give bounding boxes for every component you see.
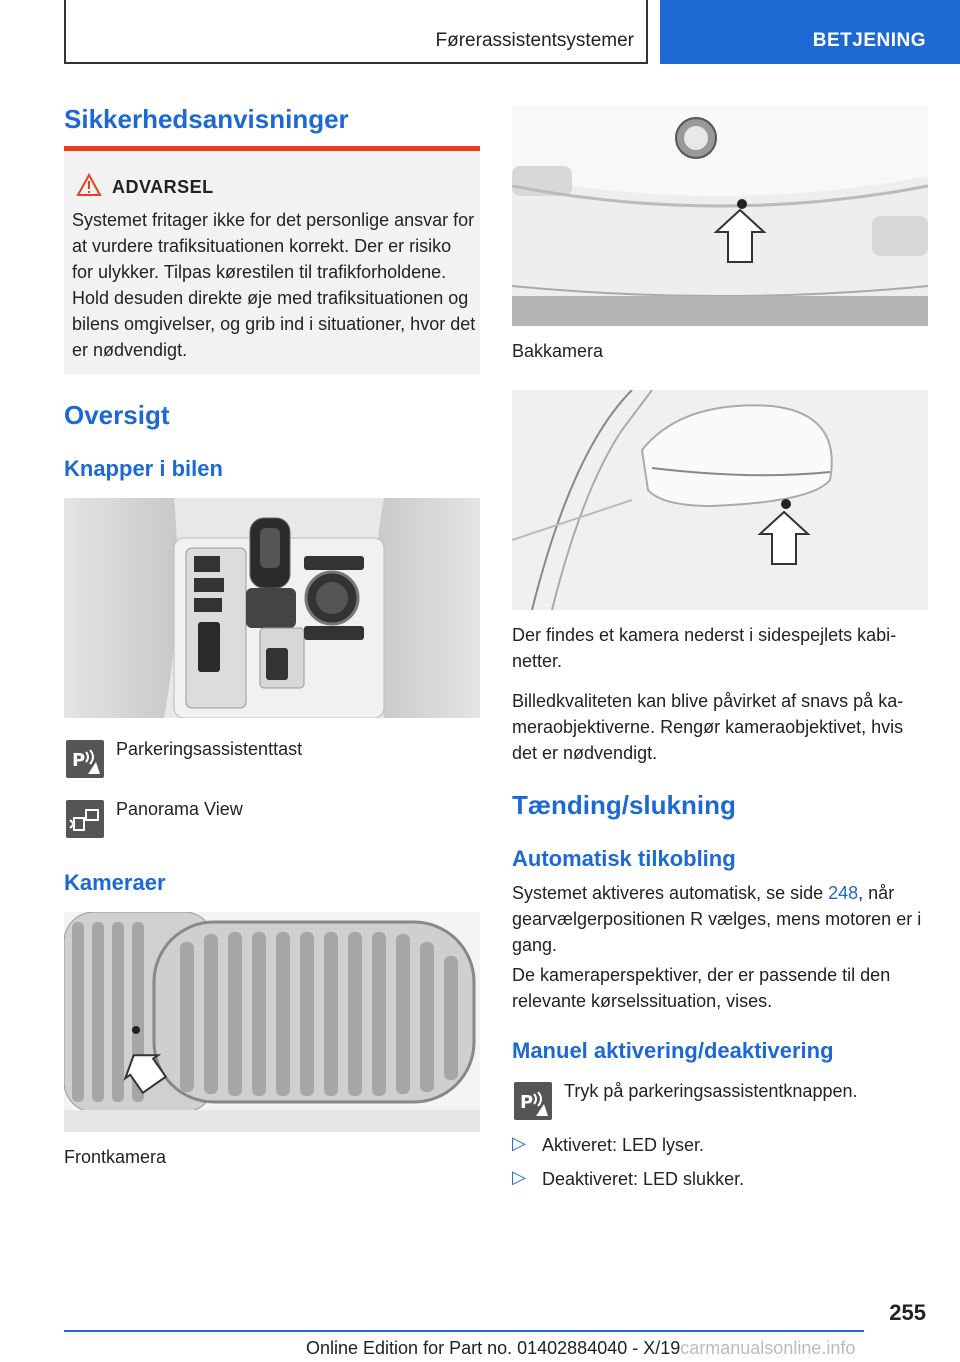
image-quality-text: Billedkvaliteten kan blive påvirket af snavs på kameraobjektiverne. Rengør kameraobjektivet, hvis det er nødvendigt.: [512, 691, 904, 763]
header-chapter-tab: [660, 0, 960, 64]
warning-label: ADVARSEL: [112, 177, 214, 197]
header-chapter-title: BETJENING: [812, 30, 926, 51]
ignition-heading: Tænding/slukning: [512, 790, 736, 820]
bullet-icon-1: ▷: [512, 1133, 526, 1153]
mirror-camera-text: Der findes et kamera nederst i sidespejlets kabinetter.: [512, 625, 897, 671]
footer-divider: [64, 1330, 864, 1332]
front-camera-image: [64, 912, 480, 1132]
center-console-image: [64, 498, 480, 718]
overview-heading: Oversigt: [64, 400, 170, 430]
svg-text:P: P: [72, 750, 86, 771]
svg-text:P: P: [520, 1092, 534, 1113]
auto-text-part1: Systemet aktiveres automatisk, se side: [512, 883, 829, 903]
park-assist-label: Parkeringsassistenttast: [116, 739, 303, 759]
footer-edition: Online Edition for Part no. 01402884040 - X/19: [306, 1338, 681, 1358]
rear-camera-image: [512, 106, 928, 326]
page-link-248[interactable]: 248: [828, 883, 859, 903]
park-assist-button-icon: [66, 740, 104, 778]
warning-triangle-icon: [76, 173, 102, 197]
rear-camera-caption: Bakkamera: [512, 341, 604, 361]
header-section-title: Førerassistentsystemer: [435, 30, 634, 51]
panorama-view-button-icon: [66, 800, 104, 838]
footer-watermark: carmanualsonline.info: [680, 1338, 856, 1358]
page-number: 255: [889, 1300, 926, 1325]
safety-heading: Sikkerhedsanvisninger: [64, 104, 349, 134]
footer-edition-line: [306, 1338, 855, 1359]
bullet-icon-2: ▷: [512, 1167, 526, 1187]
auto-activation-text: [512, 880, 928, 958]
manual-activation-text: Tryk på parkeringsassistentknappen.: [564, 1081, 858, 1101]
warning-box: [64, 146, 480, 374]
buttons-heading: Knapper i bilen: [64, 456, 223, 481]
cameras-heading: Kameraer: [64, 870, 166, 895]
bullet-activated: Aktiveret: LED lyser.: [542, 1135, 705, 1155]
side-mirror-image: [512, 390, 928, 610]
auto-text-part2: , når gearvælgerpositionen R vælges, mens motoren er i gang.: [512, 883, 922, 955]
auto-activation-heading: Automatisk tilkobling: [512, 846, 736, 871]
warning-text: Systemet fritager ikke for det personlige ansvar for at vurdere trafiksituationen korrekt. Der er risiko for ulykker. Tilpas kørestilen til trafikforholdene. Hold desuden direkte øje med trafiksituationen og bilens omgivelser, og grib ind i situationer, hvor det er nødvendigt.: [72, 210, 476, 360]
bullet-deactivated: Deaktiveret: LED slukker.: [542, 1169, 745, 1189]
manual-activation-heading: Manuel aktivering/deaktivering: [512, 1038, 834, 1063]
front-camera-caption: Frontkamera: [64, 1147, 167, 1167]
park-assist-button-icon-2: [514, 1082, 552, 1120]
camera-perspective-text: De kameraperspektiver, der er passende til den relevante kørselssituation, vises.: [512, 965, 891, 1011]
panorama-view-label: Panorama View: [116, 799, 243, 819]
header-section-box: [64, 0, 648, 64]
